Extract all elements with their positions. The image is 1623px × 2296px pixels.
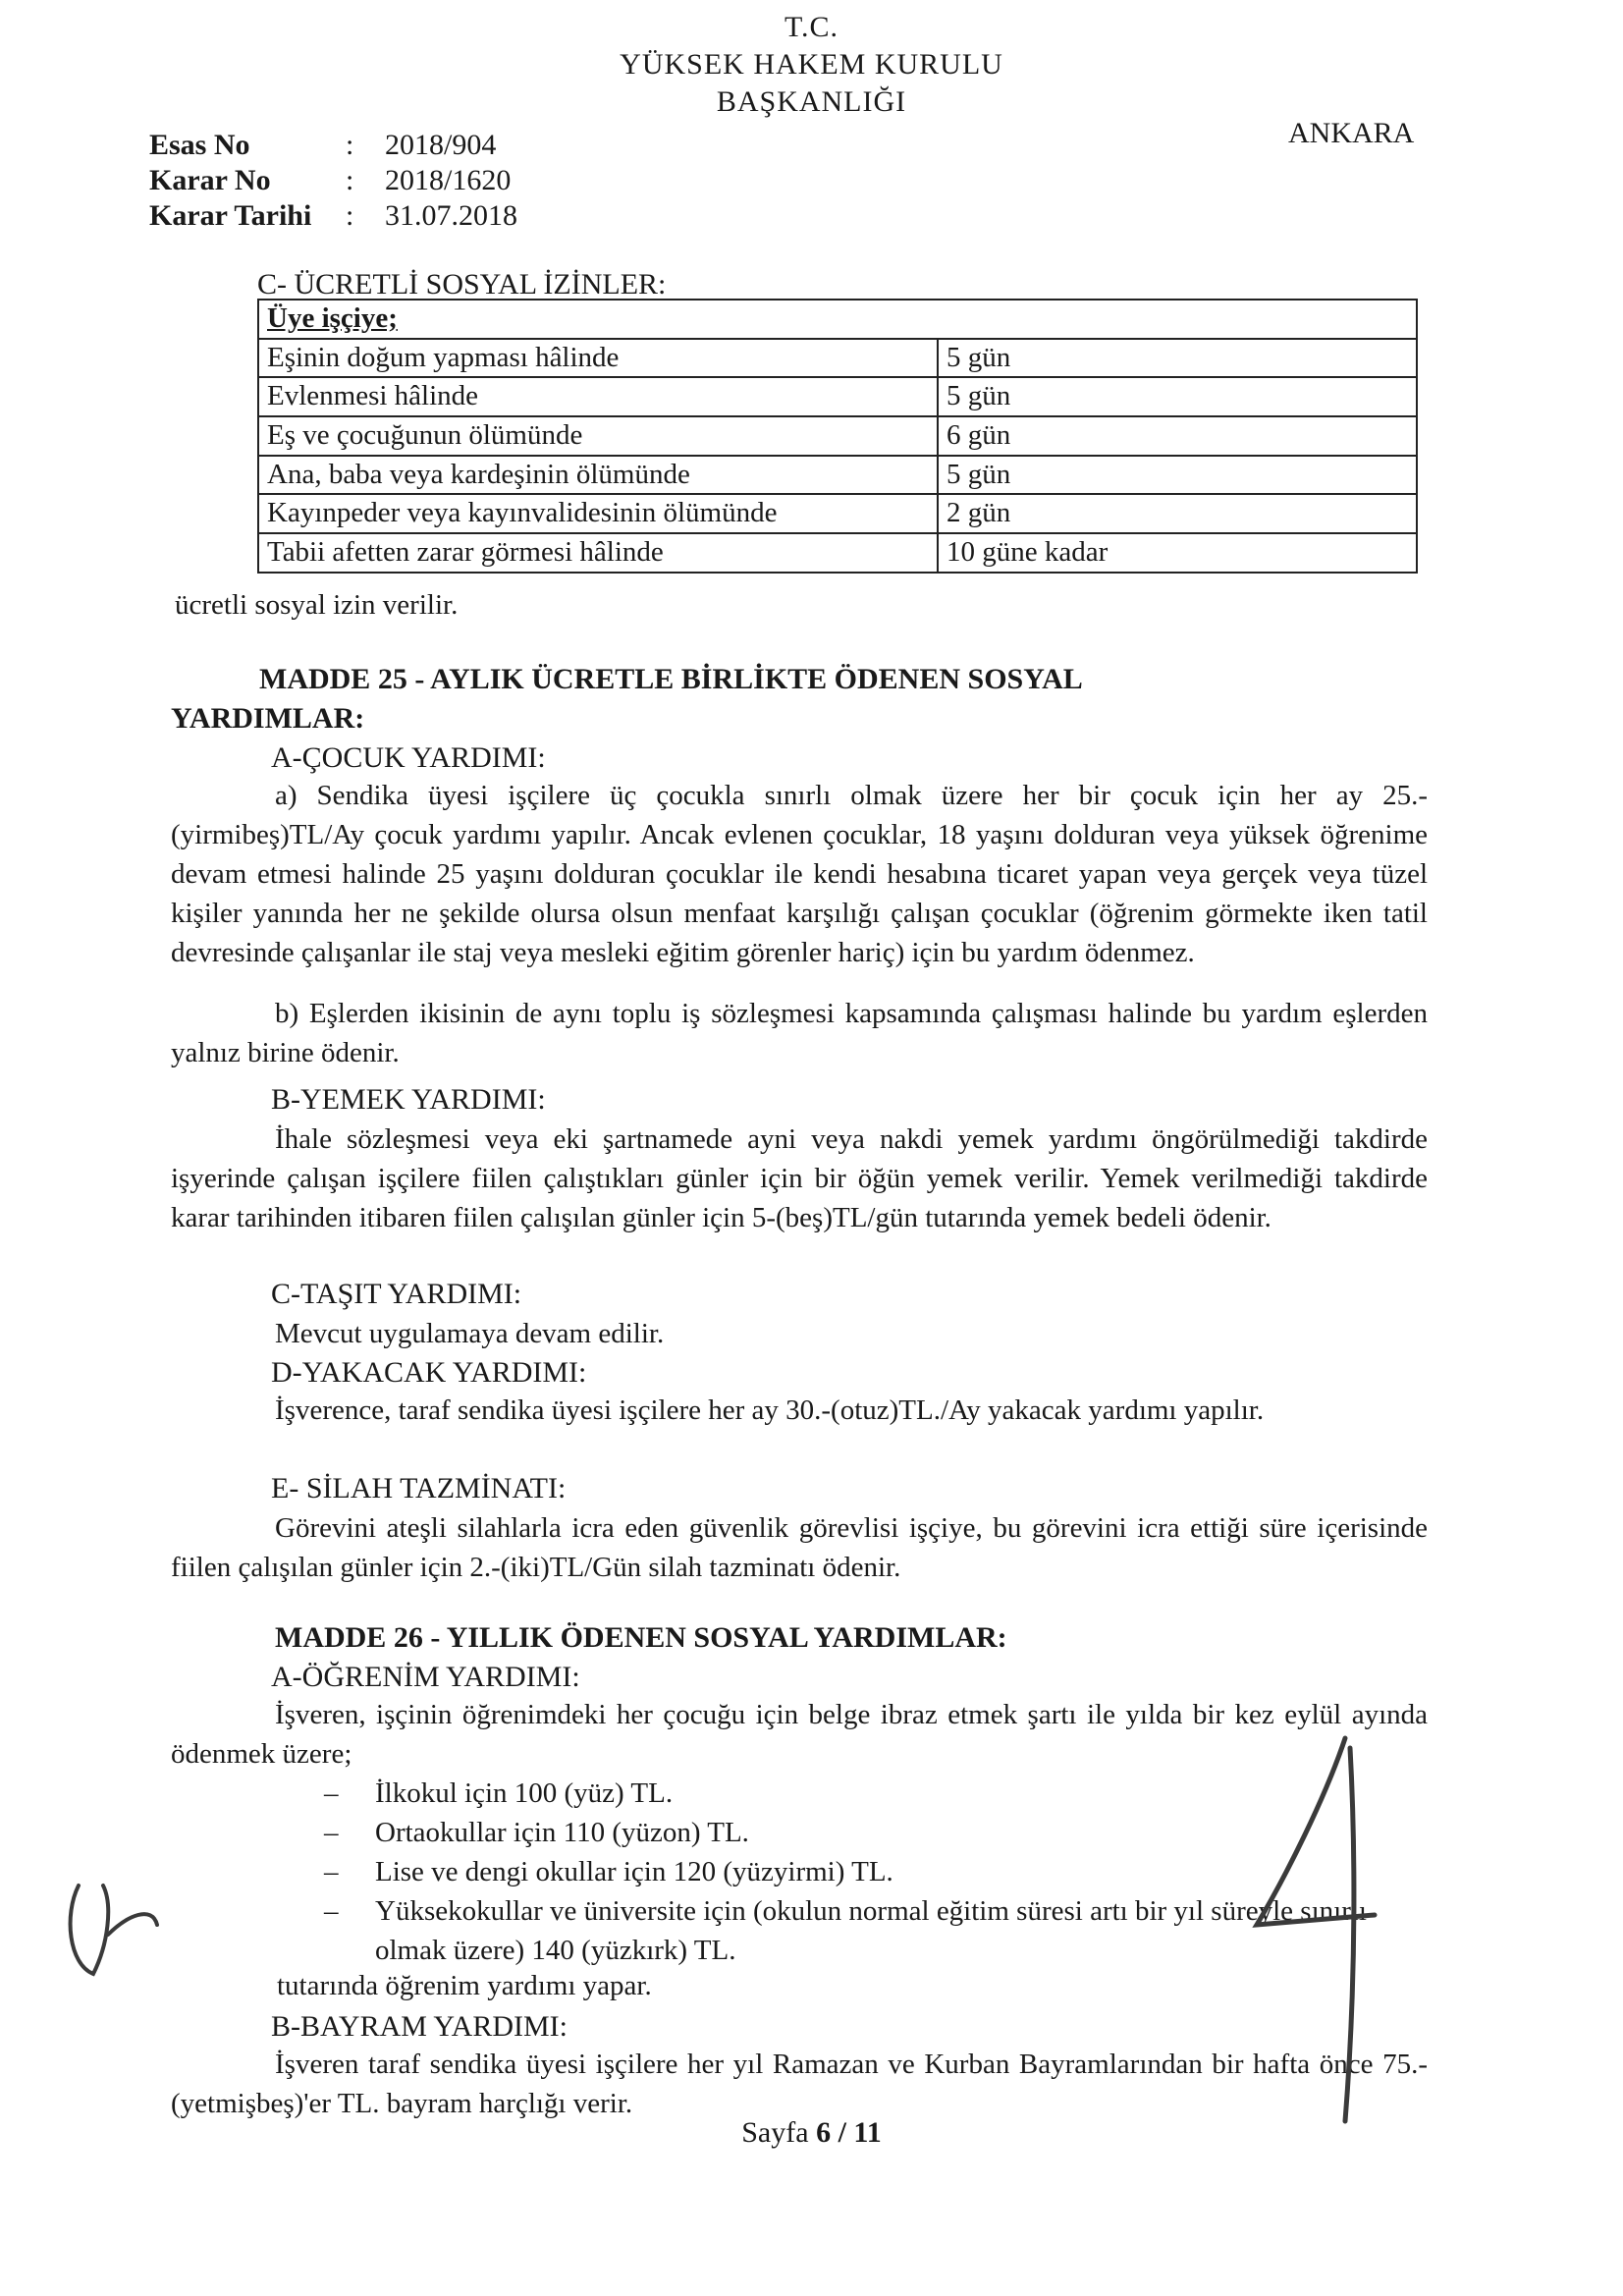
leave-case: Eşinin doğum yapması hâlinde — [258, 339, 938, 378]
handwritten-initials-mark — [59, 1866, 167, 1994]
meta-label: Esas No — [149, 129, 250, 161]
paragraph-text: İşveren, işçinin öğrenimdeki her çocuğu için belge ibraz etmek şartı ile yılda bir kez eylül ayında ödenmek üzere; — [171, 1699, 1428, 1770]
tasit-yardimi-title: C-TAŞIT YARDIMI: — [271, 1278, 522, 1310]
leave-days: 2 gün — [938, 494, 1417, 533]
leave-days: 5 gün — [938, 456, 1417, 495]
yakacak-yardimi-title: D-YAKACAK YARDIMI: — [271, 1356, 587, 1389]
list-item: – Lise ve dengi okullar için 120 (yüzyirmi) TL. — [324, 1852, 1434, 1891]
bayram-yardimi-title: B-BAYRAM YARDIMI: — [271, 2010, 568, 2043]
table-header: Üye işçiye; — [258, 300, 1417, 339]
leave-case: Eş ve çocuğunun ölümünde — [258, 416, 938, 456]
paragraph-text: Mevcut uygulamaya devam edilir. — [275, 1318, 665, 1349]
leave-case: Evlenmesi hâlinde — [258, 377, 938, 416]
header-tc: T.C. — [784, 11, 839, 43]
meta-label: Karar No — [149, 164, 271, 196]
meta-value: 31.07.2018 — [385, 199, 517, 232]
meta-esas-no: Esas No : 2018/904 — [149, 126, 496, 161]
paragraph-text: İşverence, taraf sendika üyesi işçilere her ay 30.-(otuz)TL./Ay yakacak yardımı yapılır. — [275, 1394, 1265, 1426]
page-number: 6 / 11 — [816, 2116, 882, 2149]
table-row — [258, 339, 1417, 378]
table-row — [258, 456, 1417, 495]
madde25-title: MADDE 25 - AYLIK ÜCRETLE BİRLİKTE ÖDENEN SOSYAL — [259, 663, 1083, 695]
header-department: BAŞKANLIĞI — [716, 85, 907, 118]
meta-value: 2018/904 — [385, 129, 497, 161]
madde25-title-cont: YARDIMLAR: — [171, 702, 365, 735]
leave-case: Kayınpeder veya kayınvalidesinin ölümünde — [258, 494, 938, 533]
ogrenim-yardimi-title: A-ÖĞRENİM YARDIMI: — [271, 1661, 580, 1693]
yemek-yardimi-title: B-YEMEK YARDIMI: — [271, 1083, 546, 1116]
section-c-footer: ücretli sosyal izin verilir. — [175, 589, 459, 621]
paragraph-text: b) Eşlerden ikisinin de aynı toplu iş sözleşmesi kapsamında çalışması halinde bu yardım eşlerden yalnız birine ödenir. — [171, 998, 1428, 1068]
yakacak-yardimi-text — [171, 1391, 1428, 1430]
tasit-yardimi-text — [171, 1314, 1428, 1353]
paragraph-text: Görevini ateşli silahlarla icra eden güvenlik görevlisi işçiye, bu görevini icra ettiği süre içerisinde fiilen çalışılan günler için 2.-(iki)TL/Gün silah tazminatı ödenir. — [171, 1512, 1428, 1583]
leave-days: 10 güne kadar — [938, 533, 1417, 573]
cocuk-yardimi-b — [171, 994, 1428, 1072]
silah-tazminati-title: E- SİLAH TAZMİNATI: — [271, 1472, 567, 1504]
table-row — [258, 533, 1417, 573]
header-institution: YÜKSEK HAKEM KURULU — [620, 48, 1003, 81]
leave-days: 5 gün — [938, 339, 1417, 378]
meta-karar-tarihi: Karar Tarihi : 31.07.2018 — [149, 196, 517, 232]
paragraph-text: İşveren taraf sendika üyesi işçilere her yıl Ramazan ve Kurban Bayramlarından bir hafta önce 75.-(yetmişbeş)'er TL. bayram harçlığı verir. — [171, 2049, 1428, 2119]
list-item: – Yüksekokullar ve üniversite için (okulun normal eğitim süresi artı bir yıl süreyle sınırlı olmak üzere) 140 (yüzkırk) TL. — [324, 1891, 1434, 1970]
section-c-title: C- ÜCRETLİ SOSYAL İZİNLER: — [257, 268, 667, 301]
leave-case: Tabii afetten zarar görmesi hâlinde — [258, 533, 938, 573]
cocuk-yardimi-a — [171, 776, 1428, 972]
table-row — [258, 494, 1417, 533]
footer-prefix: Sayfa — [741, 2116, 817, 2149]
paragraph-text: a) Sendika üyesi işçilere üç çocukla sınırlı olmak üzere her bir çocuk için her ay 25.-(yirmibeş)TL/Ay çocuk yardımı yapılır. Ancak evlenen çocuklar, 18 yaşını dolduran veya yüksek öğrenime devam etmesi halinde 25 yaşını dolduran çocuklar ile kendi hesabına ticaret yapan veya gerçek veya tüzel kişiler yanında her ne şekilde olursa olsun menfaat karşılığı çalışan çocuklar (öğrenim görmekte iken tatil devresinde çalışanlar ile staj veya mesleki eğitim görenler hariç) için bu yardım ödenmez. — [171, 780, 1428, 968]
meta-value: 2018/1620 — [385, 164, 512, 196]
madde26-title: MADDE 26 - YILLIK ÖDENEN SOSYAL YARDIMLAR: — [275, 1621, 1007, 1654]
list-item: – Ortaokullar için 110 (yüzon) TL. — [324, 1813, 1434, 1852]
cocuk-yardimi-title: A-ÇOCUK YARDIMI: — [271, 741, 546, 774]
table-row — [258, 377, 1417, 416]
meta-karar-no: Karar No : 2018/1620 — [149, 161, 511, 196]
leave-days: 6 gün — [938, 416, 1417, 456]
silah-tazminati-text — [171, 1508, 1428, 1587]
list-item: – İlkokul için 100 (yüz) TL. — [324, 1774, 1434, 1813]
paragraph-text: İhale sözleşmesi veya eki şartnamede ayni veya nakdi yemek yardımı öngörülmediği takdirde işyerinde çalışan işçilere fiilen çalıştıkları günler için bir öğün yemek verilir. Yemek verilmediği takdirde karar tarihinden itibaren fiilen çalışılan günler için 5-(beş)TL/gün tutarında yemek bedeli ödenir. — [171, 1123, 1428, 1233]
page-footer — [0, 2113, 1623, 2152]
meta-label: Karar Tarihi — [149, 199, 312, 232]
leave-case: Ana, baba veya kardeşinin ölümünde — [258, 456, 938, 495]
handwritten-page-number-mark — [1227, 1719, 1424, 2141]
ogrenim-yardimi-outro: tutarında öğrenim yardımı yapar. — [277, 1970, 652, 2001]
yemek-yardimi-text — [171, 1120, 1428, 1237]
leave-days: 5 gün — [938, 377, 1417, 416]
table-row — [258, 416, 1417, 456]
leave-table — [257, 299, 1418, 574]
table-header-row — [258, 300, 1417, 339]
header-city: ANKARA — [1288, 117, 1415, 149]
